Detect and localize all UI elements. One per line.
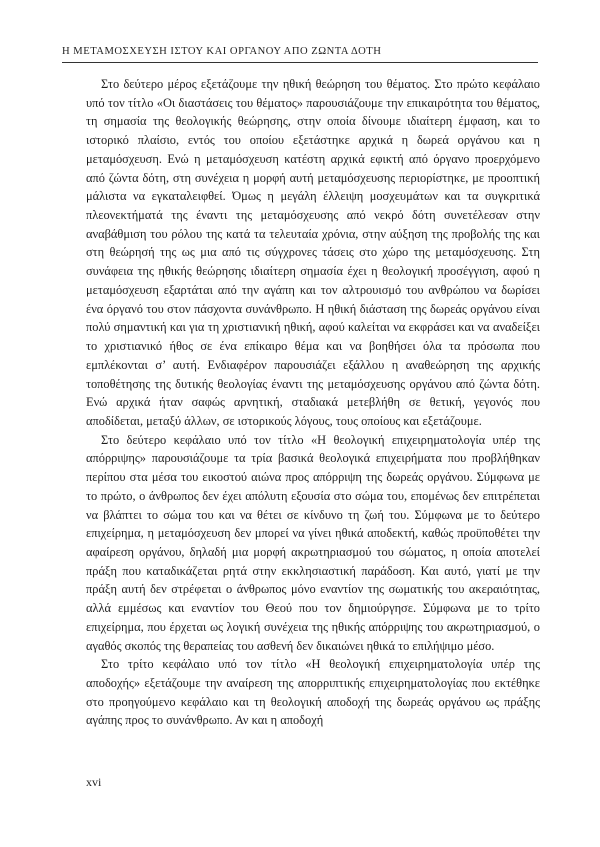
paragraph-rejection-arguments: Στο δεύτερο κεφάλαιο υπό τον τίτλο «Η θεολογική επιχειρηματολογία υπέρ της απόρριψης» παρουσιάζουμε τα τρία βασικά θεολογικά επιχειρήματα που προβλήθηκαν περίπου στα μέσα του εικοστού αιώνα προς απόρριψη της δωρεάς οργάνου. Σύμφωνα με το πρώτο, ο άνθρωπος δεν έχει απόλυτη εξουσία στο σώμα του, επομένως δεν επιτρέπεται να βλάπτει το σώμα του και να θέτει σε κίνδυνο τη ζωή του. Σύμφωνα με το δεύτερο επιχείρημα, η μεταμόσχευση δεν μπορεί να γίνει ηθικά αποδεκτή, καθώς προϋποθέτει την αφαίρεση οργάνου, δηλαδή μια μορφή ακρωτηριασμού του σώματος, η οποία αποτελεί πράξη που καταδικάζεται ρητά στην εκκλησιαστική παράδοση. Και αυτό, γιατί με την πράξη αυτή δεν στρέφεται ο άνθρωπος μόνο εναντίον της σωματικής του ακεραιότητας, αλλά εμμέσως και εναντίον του Θεού που τον δημιούργησε. Σύμφωνα με το τρίτο επιχείρημα, που έρχεται ως λογική συνέχεια της ηθικής απόρριψης του ακρωτηριασμού, ο αγαθός σκοπός της θεραπείας του ασθενή δεν δικαιώνει ηθικά το επιλήψιμο μέσο. — [86, 432, 540, 653]
running-header: Η ΜΕΤΑΜΟΣΧΕΥΣΗ ΙΣΤΟΥ ΚΑΙ ΟΡΓΑΝΟΥ ΑΠΟ ΖΩΝΤΑ ΔΟΤΗ — [62, 46, 382, 57]
paragraph-ethical-view: Στο δεύτερο μέρος εξετάζουμε την ηθική θεώρηση του θέματος. Στο πρώτο κεφάλαιο υπό τον τίτλο «Οι διαστάσεις του θέματος» παρουσιάζουμε την επικαιρότητα του θέματος, τη σημασία της θεολογικής θεώρησης, στην οποία δίνουμε ιδιαίτερη έμφαση, και το ιστορικό πλαίσιο, εντός του οποίου εξετάστηκε αρχικά η δωρεά οργάνου και η μεταμόσχευση. Ενώ η μεταμόσχευση κατέστη αρχικά εφικτή από όργανο προερχόμενο από ζώντα δότη, στη συνέχεια η μορφή αυτή μεταμόσχευσης περιορίστηκε, με προοπτική μάλιστα να εγκαταλειφθεί. Όμως η μεγάλη έλλειψη μοσχευμάτων και τα συγκριτικά πλεονεκτήματά της έναντι της μεταμόσχευσης από νεκρό δότη συνετέλεσαν στην αναβάθμιση του ρόλου της κατά τα τελευταία χρόνια, στην αύξηση της προβολής της και στη θεώρησή της ως μια από τις σύγχρονες τάσεις στο χώρο της μεταμόσχευσης. Στη συνάφεια της ηθικής θεώρησης ιδιαίτερη σημασία έχει η θεολογική προσέγγιση, αφού η μεταμόσχευση εξαρτάται από την αγάπη και τον αλτρουισμό του ανθρώπου να δωρίσει ένα όργανό του στον πάσχοντα συνάνθρωπο. Η ηθική διάσταση της δωρεάς οργάνου είναι πολύ σημαντική και για τη χριστιανική ηθική, αφού καλείται να εκφράσει και να αναδείξει το χριστιανικό ήθος σε ένα επίκαιρο θέμα και να βοηθήσει όλα τα πρόσωπα που εμπλέκονται σ’ αυτή. Ενδιαφέρον παρουσιάζει εξάλλου η αναθεώρηση της αρχικής τοποθέτησης της δυτικής θεολογίας έναντι της μεταμόσχευσης οργάνου από ζώντα δότη. Ενώ αρχικά ήταν σαφώς αρνητική, σταδιακά μετεβλήθη σε θετική, γεγονός που αποδίδεται, μεταξύ άλλων, σε ιστορικούς λόγους, τους οποίους και εξετάζουμε. — [86, 77, 540, 428]
header-rule — [62, 62, 538, 63]
paragraph-acceptance-arguments: Στο τρίτο κεφάλαιο υπό τον τίτλο «Η θεολογική επιχειρηματολογία υπέρ της αποδοχής» εξετάζουμε την αναίρεση της απορριπτικής επιχειρηματολογίας που εκτέθηκε στο προηγούμενο κεφάλαιο και τη θεολογική αποδοχή της δωρεάς οργάνου ως πράξης αγάπης προς το συνάνθρωπο. Αν και η αποδοχή — [86, 657, 540, 728]
body-text — [86, 75, 540, 730]
page-number: xvi — [86, 775, 102, 789]
